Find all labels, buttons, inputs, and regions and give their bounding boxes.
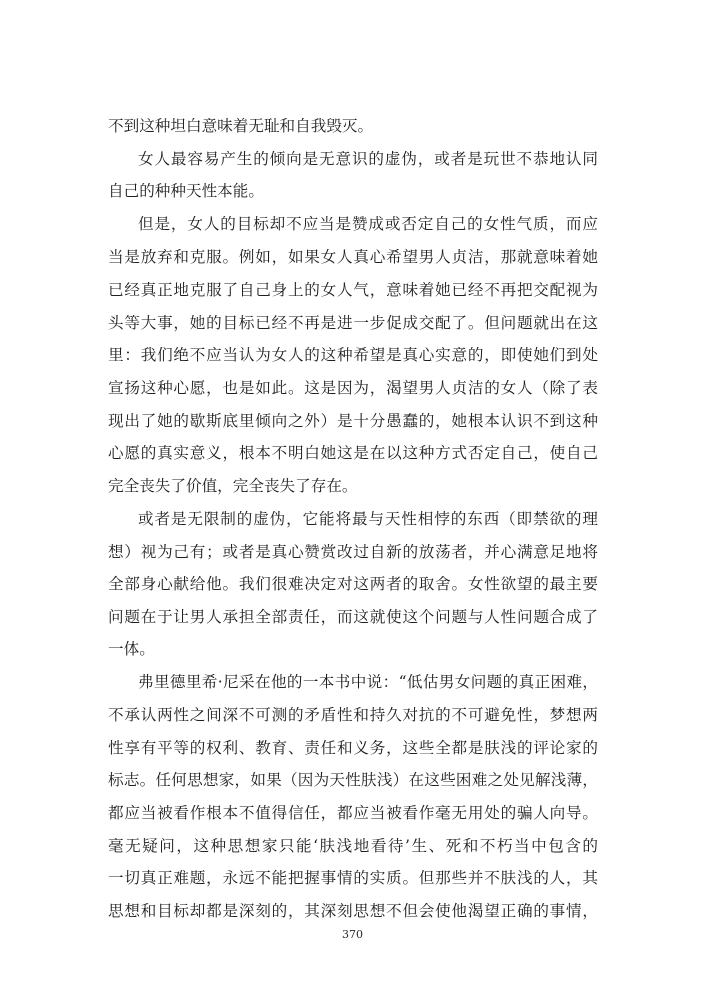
text-line: 但是，女人的目标却不应当是赞成或否定自己的女性气质，而应	[138, 215, 598, 233]
text-line: 想）视为己有；或者是真心赞赏改过自新的放荡者，并心满意足地将	[108, 543, 598, 561]
text-line: 一切真正难题，永远不能把握事情的实质。但那些并不肤浅的人，其	[108, 869, 598, 887]
text-line: 现出了她的歇斯底里倾向之外）是十分愚蠢的，她根本认识不到这种	[108, 412, 598, 430]
text-line: 已经真正地克服了自己身上的女人气，意味着她已经不再把交配视为	[108, 281, 598, 299]
text-line: 问题在于让男人承担全部责任，而这就使这个问题与人性问题合成了	[108, 608, 598, 626]
text-line: 全部身心献给他。我们很难决定对这两者的取舍。女性欲望的最主要	[108, 575, 598, 593]
text-line: 心愿的真实意义，根本不明白她这是在以这种方式否定自己，使自己	[108, 444, 598, 462]
text-line: 弗里德里希·尼采在他的一本书中说：“低估男女问题的真正困难，	[138, 673, 598, 691]
text-line: 宣扬这种心愿，也是如此。这是因为，渴望男人贞洁的女人（除了表	[108, 379, 598, 397]
page-number: 370	[342, 928, 363, 941]
text-line: 标志。任何思想家，如果（因为天性肤浅）在这些困难之处见解浅薄，	[108, 771, 598, 789]
text-line: 性享有平等的权利、教育、责任和义务，这些全都是肤浅的评论家的	[108, 739, 598, 757]
text-line: 一体。	[108, 640, 155, 658]
text-line: 头等大事，她的目标已经不再是进一步促成交配了。但问题就出在这	[108, 314, 598, 332]
text-line: 自己的种种天性本能。	[108, 182, 264, 200]
text-line: 不承认两性之间深不可测的矛盾性和持久对抗的不可避免性，梦想两	[108, 706, 598, 724]
text-line: 毫无疑问，这种思想家只能‘肤浅地看待’生、死和不朽当中包含的	[108, 837, 598, 855]
text-line: 里：我们绝不应当认为女人的这种希望是真心实意的，即使她们到处	[108, 346, 598, 364]
text-line: 完全丧失了价值，完全丧失了存在。	[108, 477, 358, 495]
text-line: 都应当被看作根本不值得信任，都应当被看作毫无用处的骗人向导。	[108, 804, 598, 822]
text-line: 当是放弃和克服。例如，如果女人真心希望男人贞洁，那就意味着她	[108, 248, 598, 266]
text-line: 或者是无限制的虚伪，它能将最与天性相悖的东西（即禁欲的理	[138, 510, 598, 528]
text-line: 女人最容易产生的倾向是无意识的虚伪，或者是玩世不恭地认同	[138, 150, 598, 168]
text-line: 思想和目标却都是深刻的，其深刻思想不但会使他渴望正确的事情，	[108, 902, 598, 920]
text-line: 不到这种坦白意味着无耻和自我毁灭。	[108, 117, 374, 135]
